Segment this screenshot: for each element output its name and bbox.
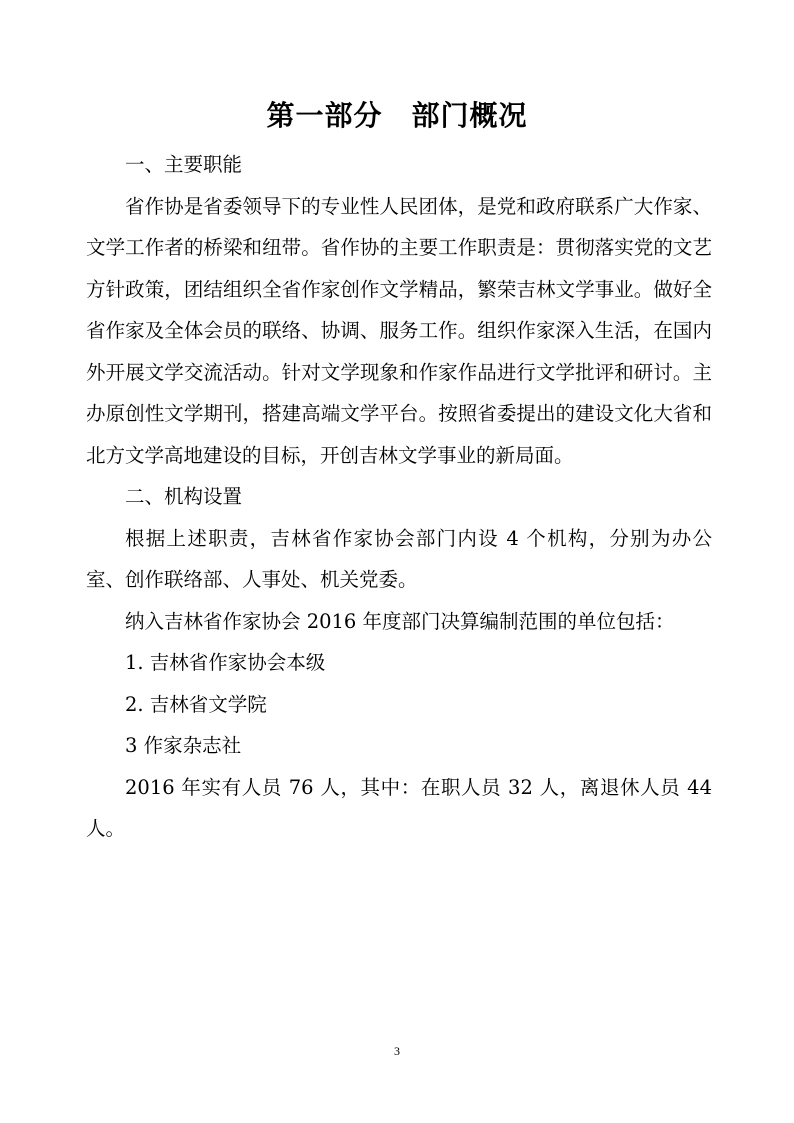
staff-paragraph: 2016 年实有人员 76 人，其中：在职人员 32 人，离退休人员 44 人。 <box>86 775 712 840</box>
section-heading-organization: 二、机构设置 <box>125 485 243 508</box>
organization-paragraph: 根据上述职责，吉林省作家协会部门内设 4 个机构，分别为办公室、创作联络部、人事处、机关党委。 <box>86 526 712 591</box>
unit-list-item-1: 1. 吉林省作家协会本级 <box>125 651 326 674</box>
unit-list-item-2: 2. 吉林省文学院 <box>125 692 267 716</box>
units-intro-paragraph: 纳入吉林省作家协会 2016 年度部门决算编制范围的单位包括： <box>125 609 675 633</box>
unit-list-item-3: 3 作家杂志社 <box>125 734 242 757</box>
page-number: 3 <box>394 1044 400 1058</box>
section-heading-main-functions: 一、主要职能 <box>125 153 243 176</box>
main-functions-paragraph: 省作协是省委领导下的专业性人民团体，是党和政府联系广大作家、文学工作者的桥梁和纽带。省作协的主要工作职责是：贯彻落实党的文艺方针政策，团结组织全省作家创作文学精品，繁荣吉林文学事业。做好全省作家及全体会员的联络、协调、服务工作。组织作家深入生活，在国内外开展文学交流活动。针对文学现象和作家作品进行文学批评和研讨。主办原创性文学期刊，搭建高端文学平台。按照省委提出的建设文化大省和北方文学高地建设的目标，开创吉林文学事业的新局面。 <box>86 194 712 467</box>
page-title: 第一部分 部门概况 <box>266 99 528 132</box>
document-body <box>86 144 712 850</box>
